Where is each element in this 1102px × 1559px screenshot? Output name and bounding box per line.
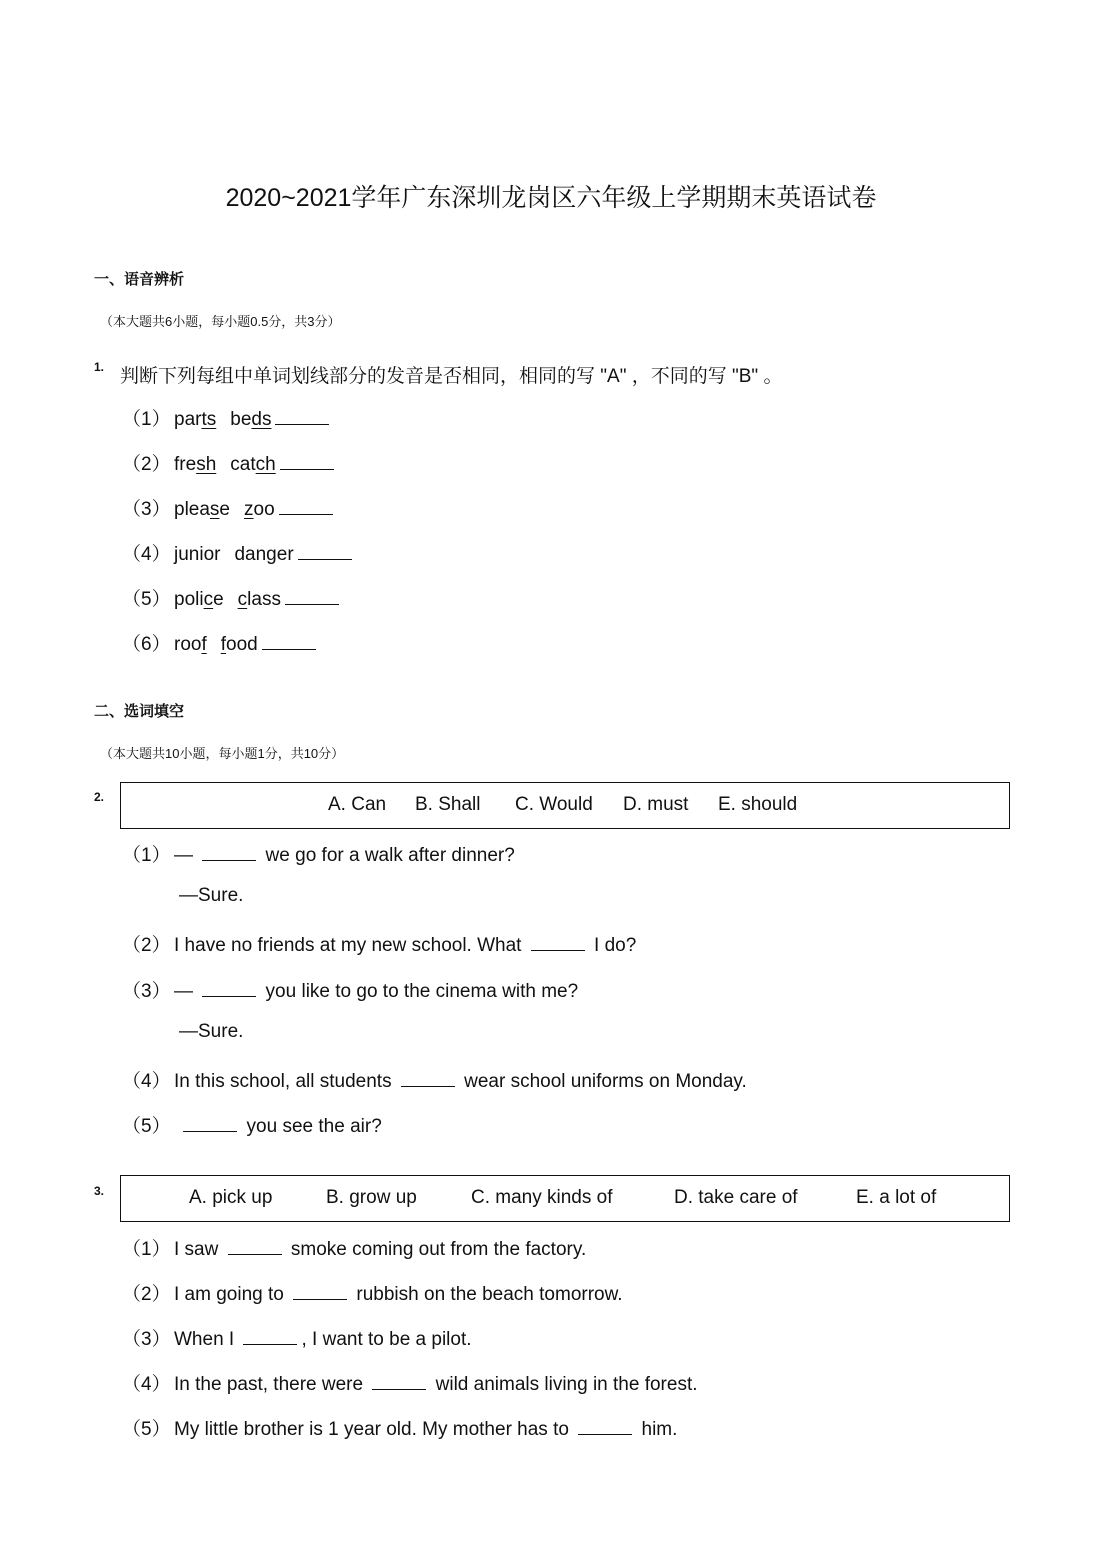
underlined-letters: s	[209, 499, 220, 520]
sentence-end: smoke coming out from the factory.	[285, 1239, 587, 1260]
word-2	[244, 499, 275, 520]
phonics-item	[122, 494, 337, 521]
fill-item	[122, 1414, 677, 1441]
word-1	[174, 634, 207, 655]
answer-blank[interactable]	[298, 558, 352, 560]
phonics-item	[122, 404, 333, 431]
underlined-letters: c	[203, 589, 214, 610]
underlined-letters: ch	[255, 454, 276, 475]
item-index: （3）	[122, 1329, 171, 1350]
underlined-letters: sh	[196, 454, 217, 475]
answer-blank[interactable]	[243, 1343, 297, 1345]
fill-item	[122, 930, 636, 957]
word-1	[174, 409, 216, 430]
item-index: （1）	[122, 409, 171, 430]
sentence-end: I do?	[588, 935, 637, 956]
word-1	[174, 499, 230, 520]
word-bank-option: A. Can	[328, 794, 387, 815]
underlined-letters: f	[220, 634, 227, 655]
sentence-start: I am going to	[174, 1284, 290, 1305]
sentence-start: In the past, there were	[174, 1374, 369, 1395]
question-1-number: 1.	[94, 360, 105, 374]
item-index: （5）	[122, 1419, 171, 1440]
word-part: fre	[174, 454, 197, 475]
reply-text: —Sure.	[179, 885, 244, 906]
page-title: 2020~2021学年广东深圳龙岗区六年级上学期期末英语试卷	[225, 184, 877, 212]
sentence-end: you see the air?	[241, 1116, 382, 1137]
answer-blank[interactable]	[262, 648, 316, 650]
word-part: danger	[234, 544, 294, 565]
sentence-start: I saw	[174, 1239, 224, 1260]
phonics-item	[122, 449, 338, 476]
answer-blank[interactable]	[202, 995, 256, 997]
underlined-letters: ts	[201, 409, 217, 430]
sentence-start	[174, 1116, 179, 1137]
phonics-item	[122, 629, 320, 656]
word-bank-option: A. pick up	[189, 1187, 273, 1208]
reply-line	[179, 885, 243, 907]
word-2	[238, 589, 281, 610]
item-index: （4）	[122, 544, 171, 565]
fill-item	[122, 1279, 623, 1306]
sentence-end: wear school uniforms on Monday.	[458, 1071, 747, 1092]
word-part: lass	[247, 589, 281, 610]
word-bank-option: D. must	[623, 794, 689, 815]
word-bank-option: B. grow up	[326, 1187, 417, 1208]
word-bank-option: B. Shall	[415, 794, 481, 815]
sentence-end: wild animals living in the forest.	[430, 1374, 698, 1395]
sentence-start: I have no friends at my new school. What	[174, 935, 527, 956]
fill-item	[122, 840, 515, 867]
word-1	[174, 454, 216, 475]
question-3-word-bank	[120, 1175, 1010, 1222]
word-bank-option: C. Would	[515, 794, 593, 815]
phonics-item	[122, 539, 356, 566]
answer-blank[interactable]	[293, 1298, 347, 1300]
word-bank-option: E. a lot of	[856, 1187, 937, 1208]
answer-blank[interactable]	[202, 859, 256, 861]
word-2	[221, 634, 258, 655]
word-part: oo	[253, 499, 275, 520]
answer-blank[interactable]	[183, 1130, 237, 1132]
answer-blank[interactable]	[285, 603, 339, 605]
fill-item	[122, 1111, 382, 1138]
answer-blank[interactable]	[228, 1253, 282, 1255]
sentence-end: rubbish on the beach tomorrow.	[351, 1284, 623, 1305]
word-part: e	[219, 499, 230, 520]
question-1-stem: 判断下列每组中单词划线部分的发音是否相同，相同的写 "A" ，不同的写 "B" 。	[120, 366, 783, 387]
item-index: （4）	[122, 1374, 171, 1395]
word-bank-option: E. should	[718, 794, 798, 815]
answer-blank[interactable]	[280, 468, 334, 470]
section-2-note: （本大题共10小题，每小题1分，共10分）	[100, 746, 345, 761]
sentence-end: , I want to be a pilot.	[301, 1329, 472, 1350]
word-part: plea	[174, 499, 210, 520]
sentence-start: When I	[174, 1329, 240, 1350]
sentence-end: him.	[636, 1419, 678, 1440]
sentence-start: My little brother is 1 year old. My mother has to	[174, 1419, 575, 1440]
sentence-start: —	[174, 981, 199, 1002]
fill-item	[122, 1324, 472, 1351]
word-part: be	[230, 409, 252, 430]
item-index: （1）	[122, 845, 171, 866]
fill-item	[122, 1369, 698, 1396]
word-part: roo	[174, 634, 202, 655]
item-index: （6）	[122, 634, 171, 655]
item-index: （3）	[122, 499, 171, 520]
fill-item	[122, 1066, 747, 1093]
answer-blank[interactable]	[275, 423, 329, 425]
item-index: （5）	[122, 1116, 171, 1137]
item-index: （2）	[122, 1284, 171, 1305]
section-1-heading: 一、语音辨析	[94, 271, 185, 288]
reply-line	[179, 1021, 243, 1043]
phonics-item	[122, 584, 343, 611]
word-part: cat	[230, 454, 256, 475]
word-part: poli	[174, 589, 204, 610]
word-1	[174, 589, 224, 610]
word-part: e	[213, 589, 224, 610]
item-index: （2）	[122, 454, 171, 475]
answer-blank[interactable]	[279, 513, 333, 515]
word-bank-option: C. many kinds of	[471, 1187, 613, 1208]
answer-blank[interactable]	[578, 1433, 632, 1435]
question-2-number: 2.	[94, 790, 105, 804]
section-1-note: （本大题共6小题，每小题0.5分，共3分）	[100, 314, 341, 329]
item-index: （2）	[122, 935, 171, 956]
sentence-start: —	[174, 845, 199, 866]
item-index: （5）	[122, 589, 171, 610]
underlined-letters: ds	[251, 409, 272, 430]
word-part: par	[174, 409, 202, 430]
question-2-word-bank	[120, 782, 1010, 829]
answer-blank[interactable]	[401, 1085, 455, 1087]
word-2	[234, 544, 293, 565]
sentence-end: you like to go to the cinema with me?	[260, 981, 579, 1002]
answer-blank[interactable]	[531, 949, 585, 951]
item-index: （1）	[122, 1239, 171, 1260]
word-1	[174, 544, 220, 565]
sentence-end: we go for a walk after dinner?	[260, 845, 515, 866]
word-2	[230, 409, 271, 430]
item-index: （3）	[122, 981, 171, 1002]
fill-item	[122, 1234, 586, 1261]
fill-item	[122, 976, 578, 1003]
question-3-number: 3.	[94, 1184, 105, 1198]
section-2-heading: 二、选词填空	[94, 703, 185, 720]
word-part: junior	[174, 544, 221, 565]
sentence-start: In this school, all students	[174, 1071, 397, 1092]
word-bank-option: D. take care of	[674, 1187, 798, 1208]
reply-text: —Sure.	[179, 1021, 244, 1042]
word-part: ood	[226, 634, 258, 655]
word-2	[230, 454, 275, 475]
answer-blank[interactable]	[372, 1388, 426, 1390]
item-index: （4）	[122, 1071, 171, 1092]
underlined-letters: f	[201, 634, 207, 655]
underlined-letters: z	[244, 499, 254, 520]
underlined-letters: c	[237, 589, 248, 610]
